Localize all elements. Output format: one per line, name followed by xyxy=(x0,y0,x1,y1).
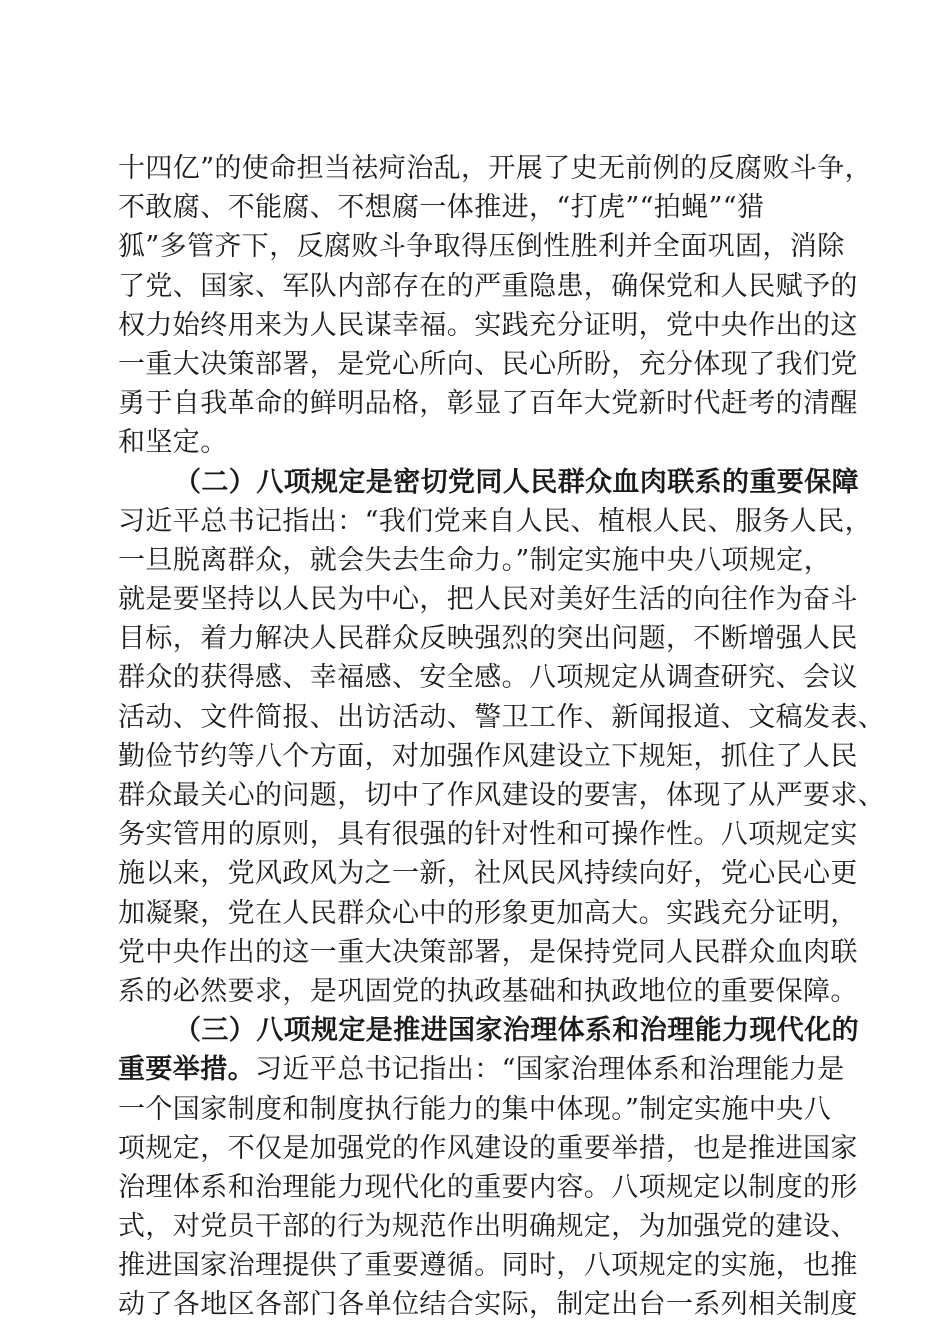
text-line: 施以来，党风政风为之一新，社风民风持续向好，党心民心更 xyxy=(118,858,858,890)
text-line: 动了各地区各部门各单位结合实际，制定出台一系列相关制度 xyxy=(118,1289,858,1321)
text-line: 务实管用的原则，具有很强的针对性和可操作性。八项规定实 xyxy=(118,819,858,851)
text-line: 项规定，不仅是加强党的作风建设的重要举措，也是推进国家 xyxy=(118,1132,858,1164)
text-line-rest: 习近平总书记指出：“国家治理体系和治理能力是 xyxy=(255,1054,845,1086)
text-line: 了党、国家、军队内部存在的严重隐患，确保党和人民赋予的 xyxy=(118,270,858,302)
text-line: 目标，着力解决人民群众反映强烈的突出问题，不断增强人民 xyxy=(118,623,858,655)
section-heading-continuation: 重要举措。 xyxy=(118,1054,255,1086)
text-line: 勤俭节约等八个方面，对加强作风建设立下规矩，抓住了人民 xyxy=(118,740,858,772)
text-line: 系的必然要求，是巩固党的执政基础和执政地位的重要保障。 xyxy=(118,975,858,1007)
text-line: 权力始终用来为人民谋幸福。实践充分证明，党中央作出的这 xyxy=(118,309,858,341)
text-line: 治理体系和治理能力现代化的重要内容。八项规定以制度的形 xyxy=(118,1171,858,1203)
text-line: 推进国家治理提供了重要遵循。同时，八项规定的实施，也推 xyxy=(118,1250,858,1282)
body-text xyxy=(118,149,886,1325)
text-line: 党中央作出的这一重大决策部署，是保持党同人民群众血肉联 xyxy=(118,936,858,968)
text-line: 和坚定。 xyxy=(118,427,228,459)
text-line: 群众最关心的问题，切中了作风建设的要害，体现了从严要求、 xyxy=(118,780,886,811)
text-line xyxy=(118,1050,845,1089)
text-line: 十四亿”的使命担当祛疴治乱，开展了史无前例的反腐败斗争， xyxy=(118,153,873,184)
text-line: 加凝聚，党在人民群众心中的形象更加高大。实践充分证明， xyxy=(118,897,858,929)
section-heading: （三）八项规定是推进国家治理体系和治理能力现代化的 xyxy=(174,1015,859,1047)
text-line: 一重大决策部署，是党心所向、民心所盼，充分体现了我们党 xyxy=(118,348,858,380)
text-line: 勇于自我革命的鲜明品格，彰显了百年大党新时代赶考的清醒 xyxy=(118,388,858,420)
text-line: 一旦脱离群众，就会失去生命力。”制定实施中央八项规定， xyxy=(118,544,832,576)
text-line: 狐”多管齐下，反腐败斗争取得压倒性胜利并全面巩固，消除 xyxy=(118,231,845,263)
text-line: 式，对党员干部的行为规范作出明确规定，为加强党的建设、 xyxy=(118,1211,858,1243)
text-line: 就是要坚持以人民为中心，把人民对美好生活的向往作为奋斗 xyxy=(118,584,858,616)
text-line: 一个国家制度和制度执行能力的集中体现。”制定实施中央八 xyxy=(118,1093,832,1125)
text-line: 不敢腐、不能腐、不想腐一体推进，“打虎”“拍蝇”“猎 xyxy=(118,192,765,224)
text-line: 活动、文件简报、出访活动、警卫工作、新闻报道、文稿发表、 xyxy=(118,701,886,733)
text-line: 群众的获得感、幸福感、安全感。八项规定从调查研究、会议 xyxy=(118,662,858,694)
section-heading: （二）八项规定是密切党同人民群众血肉联系的重要保障 xyxy=(174,466,859,498)
text-line: 习近平总书记指出：“我们党来自人民、植根人民、服务人民， xyxy=(118,505,873,537)
